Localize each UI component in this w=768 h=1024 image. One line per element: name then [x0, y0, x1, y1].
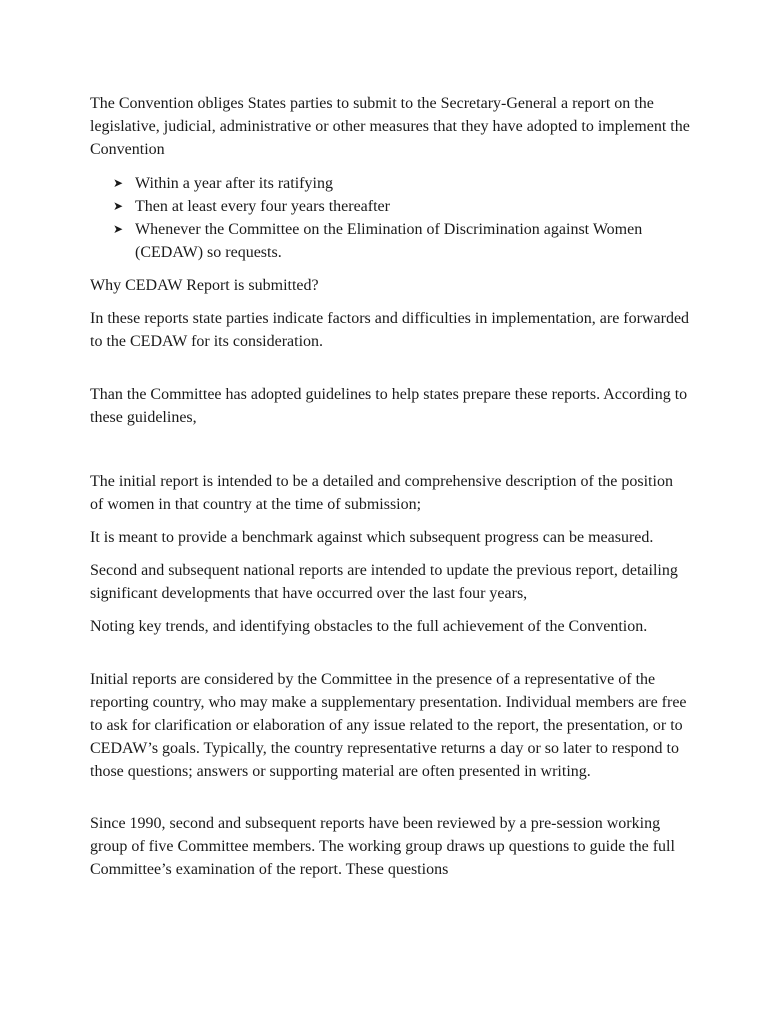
arrowhead-bullet-icon: ➤	[113, 222, 124, 236]
list-item	[90, 172, 690, 195]
subsequent-reports-paragraph: Second and subsequent national reports are intended to update the previous report, detailing significant developments that have occurred over the last four years,	[90, 562, 678, 602]
arrowhead-bullet-icon: ➤	[113, 176, 124, 190]
intro-paragraph: The Convention obliges States parties to submit to the Secretary-General a report on the legislative, judicial, administrative or other measures that they have adopted to implement the Convention	[90, 95, 690, 158]
key-trends-paragraph: Noting key trends, and identifying obstacles to the full achievement of the Convention.	[90, 618, 648, 635]
benchmark-paragraph: It is meant to provide a benchmark against which subsequent progress can be measured.	[90, 529, 654, 546]
pre-session-paragraph: Since 1990, second and subsequent reports have been reviewed by a pre-session working group of five Committee members. The working group draws up questions to guide the full Committee’s examination of the report. These questions	[90, 815, 675, 878]
list-item-text: Whenever the Committee on the Elimination of Discrimination against Women (CEDAW) so requests.	[135, 221, 643, 261]
consideration-paragraph: Initial reports are considered by the Committee in the presence of a representative of the reporting country, who may make a supplementary presentation. Individual members are free to ask for clarification or elaboration of any issue related to the report, the presentation, or to CEDAW’s goals. Typically, the country representative returns a day or so later to respond to those questions; answers or supporting material are often presented in writing.	[90, 671, 687, 780]
reporting-schedule-list	[90, 172, 690, 264]
guidelines-paragraph: Than the Committee has adopted guidelines to help states prepare these reports. According to these guidelines,	[90, 386, 688, 426]
question-heading: Why CEDAW Report is submitted?	[90, 277, 319, 294]
list-item-text: Within a year after its ratifying	[135, 175, 333, 192]
list-item	[90, 195, 690, 218]
factors-paragraph: In these reports state parties indicate factors and difficulties in implementation, are forwarded to the CEDAW for its consideration.	[90, 310, 690, 350]
arrowhead-bullet-icon: ➤	[113, 199, 124, 213]
list-item-text: Then at least every four years thereafter	[135, 198, 390, 215]
list-item	[90, 218, 690, 264]
document-page	[90, 92, 690, 881]
initial-report-paragraph: The initial report is intended to be a detailed and comprehensive description of the position of women in that country at the time of submission;	[90, 473, 673, 513]
